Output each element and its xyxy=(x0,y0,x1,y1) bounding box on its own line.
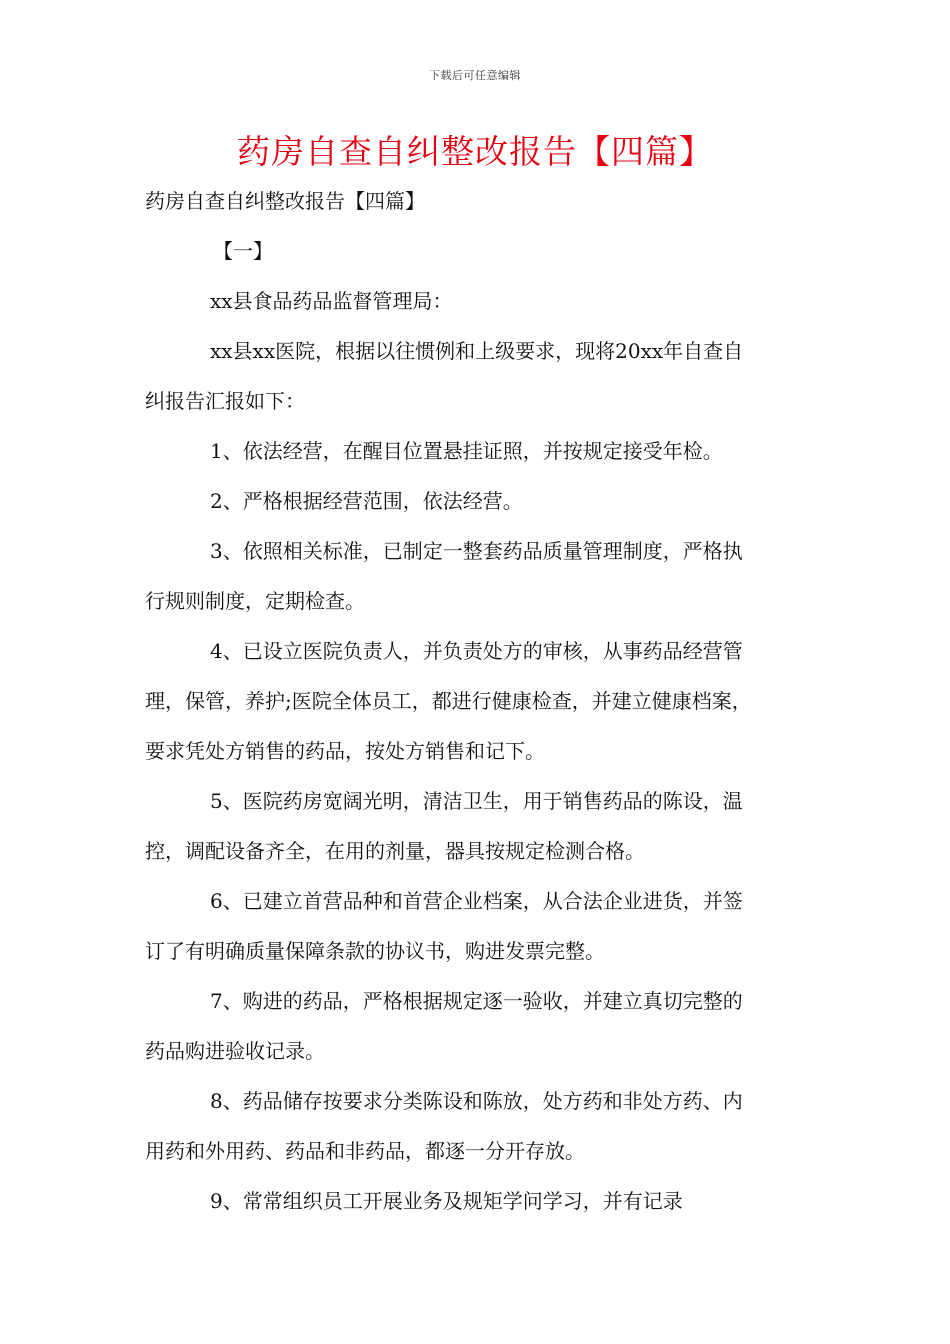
list-item: 7、购进的药品，严格根据规定逐一验收，并建立真切完整的 xyxy=(210,989,743,1013)
list-item-continuation: 订了有明确质量保障条款的协议书，购进发票完整。 xyxy=(145,939,605,963)
list-item-continuation: 控，调配设备齐全，在用的剂量，器具按规定检测合格。 xyxy=(145,839,645,863)
list-item-continuation: 理，保管，养护;医院全体员工，都进行健康检查，并建立健康档案， xyxy=(145,689,752,713)
intro-line: 纠报告汇报如下： xyxy=(145,389,305,413)
list-item-continuation: 要求凭处方销售的药品，按处方销售和记下。 xyxy=(145,739,545,763)
list-item-continuation: 药品购进验收记录。 xyxy=(145,1039,325,1063)
list-item: 4、已设立医院负责人，并负责处方的审核，从事药品经营管 xyxy=(210,639,743,663)
list-item: 8、药品储存按要求分类陈设和陈放，处方药和非处方药、内 xyxy=(210,1089,743,1113)
header-note: 下载后可任意编辑 xyxy=(429,69,521,82)
subtitle: 药房自查自纠整改报告【四篇】 xyxy=(145,189,425,213)
list-item: 2、严格根据经营范围，依法经营。 xyxy=(210,489,523,513)
section-marker: 【一】 xyxy=(213,239,273,263)
list-item: 5、医院药房宽阔光明，清洁卫生，用于销售药品的陈设，温 xyxy=(210,789,743,813)
list-item: 3、依照相关标准，已制定一整套药品质量管理制度，严格执 xyxy=(210,539,743,563)
list-item-continuation: 用药和外用药、药品和非药品，都逐一分开存放。 xyxy=(145,1139,585,1163)
list-item: 1、依法经营，在醒目位置悬挂证照，并按规定接受年检。 xyxy=(210,439,723,463)
list-item: 6、已建立首营品种和首营企业档案，从合法企业进货，并签 xyxy=(210,889,743,913)
intro-line: xx县xx医院，根据以往惯例和上级要求，现将20xx年自查自 xyxy=(210,339,744,363)
list-item: 9、常常组织员工开展业务及规矩学问学习，并有记录 xyxy=(210,1189,683,1213)
list-item-continuation: 行规则制度，定期检查。 xyxy=(145,589,365,613)
document-title: 药房自查自纠整改报告【四篇】 xyxy=(237,132,713,171)
addressee: xx县食品药品监督管理局： xyxy=(210,289,453,313)
document-body xyxy=(145,183,825,1233)
